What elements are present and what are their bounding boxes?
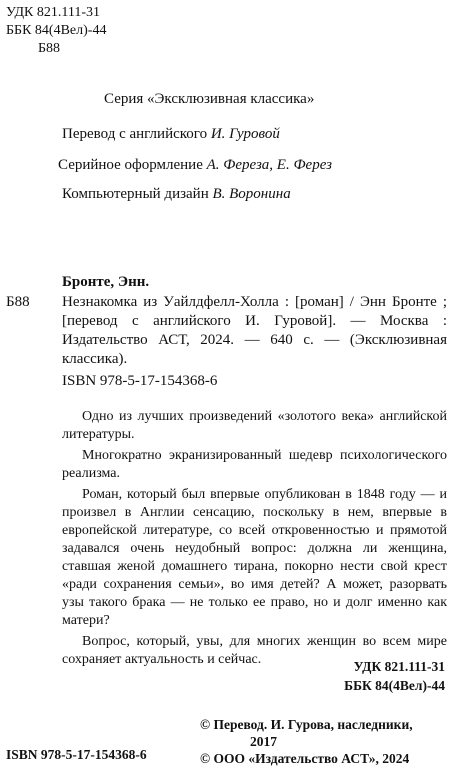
annotation-paragraph: Вопрос, который, увы, для многих женщин во всем мире сохраняет актуальность и сейчас. [62,634,447,667]
udk-code: УДК 821.111-31 [6,5,101,20]
series-line: Серия «Эксклюзивная классика» [104,91,315,107]
computer-design-label: Компьютерный дизайн [62,186,209,202]
copyright-block [200,716,447,767]
annotation-paragraph: Одно из лучших произведений «золотого века» английской литературы. [62,409,447,442]
catalog-description: Незнакомка из Уайлдфелл-Холла : [роман] / Энн Бронте ; [перевод с английского И. Гуровой]. — Москва : Издательство АСТ, 2024. — 640 с. — (Эксклюзивная классика). [62,294,447,367]
isbn-bottom: ISBN 978-5-17-154368-6 [6,747,147,762]
bbk-code-bottom: ББК 84(4Вел)-44 [344,678,445,693]
copyright-translation: © Перевод. И. Гурова, наследники, [200,717,413,732]
top-classification-codes [6,4,106,58]
bbk-code: ББК 84(4Вел)-44 [6,23,107,38]
annotation [62,408,447,672]
annotation-paragraph: Роман, который был впервые опубликован в 1848 году — и произвел в Англии сенсацию, поскольку в нем, впервые в европейской литературе, со всей откровенностью и прямотой задавался очень неудобный вопрос: должна ли женщина, ставшая женой домашнего тирана, покорно нести свой крест «ради сохранения семьи», во имя детей? А может, разорвать узы такого брака — не только ее право, но и долг именно как матери? [62,487,447,628]
computer-design-line [58,185,445,204]
catalog-isbn: ISBN 978-5-17-154368-6 [62,373,218,389]
catalog-side-code: Б88 [6,294,30,310]
translation-line [58,125,445,144]
bottom-classification-codes [344,657,445,695]
annotation-paragraph: Многократно экранизированный шедевр психологического реализма. [62,448,447,481]
copyright-publisher: © ООО «Издательство АСТ», 2024 [200,751,410,766]
catalog-author: Бронте, Энн. [62,274,150,290]
design-label: Серийное оформление [58,157,203,173]
design-line [58,156,445,175]
translator-name: И. Гуровой [210,126,280,142]
author-sign: Б88 [38,41,61,56]
copyright-year: 2017 [250,734,277,749]
udk-code-bottom: УДК 821.111-31 [353,659,445,674]
translation-label: Перевод с английского [62,126,208,142]
designer-names: А. Фереза, Е. Ферез [206,157,332,173]
computer-designer-name: В. Воронина [212,186,291,202]
credits-block [58,90,445,216]
